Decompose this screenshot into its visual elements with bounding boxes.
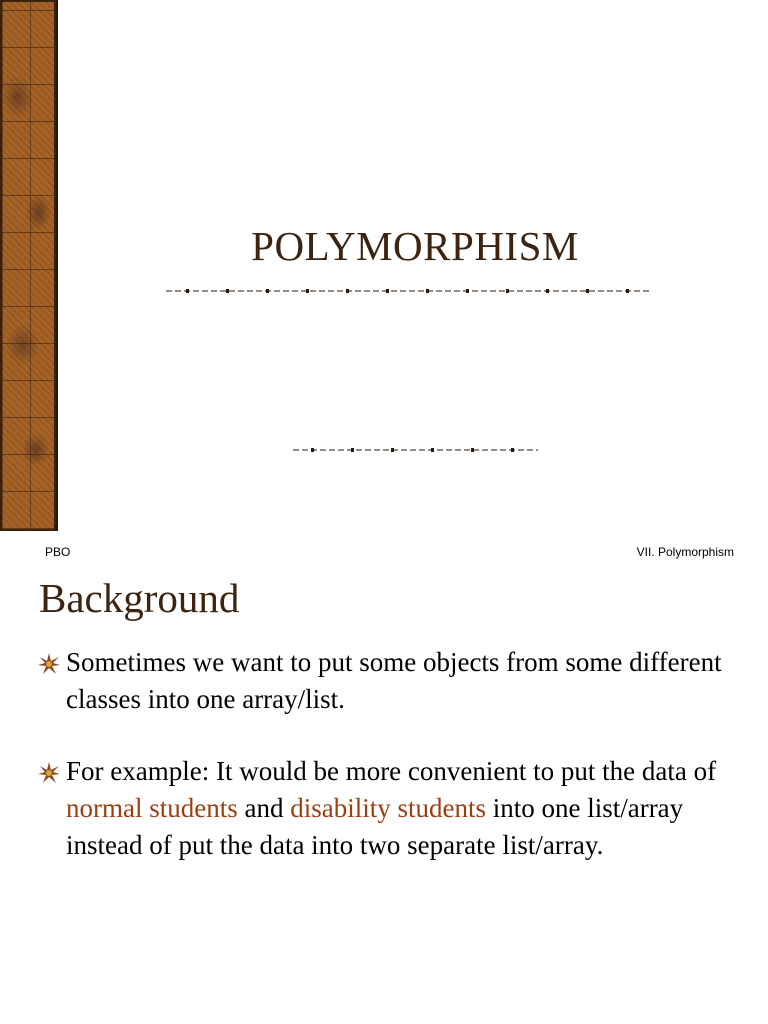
bullet-item	[38, 644, 748, 718]
bullet-text-part: For example: It would be more convenient to put the data of	[66, 756, 717, 786]
bullet-text-part: into one list/array instead of put the data into two separate list/array.	[66, 793, 684, 860]
footer-left-label: PBO	[45, 545, 71, 559]
star-burst-icon	[38, 762, 60, 784]
bullet-list	[38, 644, 748, 899]
dashed-divider-bottom	[293, 447, 538, 453]
bullet-text: Sometimes we want to put some objects from some different classes into one array/list.	[66, 647, 722, 714]
slide-title: POLYMORPHISM	[251, 223, 579, 269]
highlight-normal-students: normal students	[66, 793, 238, 823]
footer-right-label: VII. Polymorphism	[636, 545, 734, 559]
slide-heading: Background	[39, 575, 240, 621]
bullet-text-part: and	[237, 793, 291, 823]
dashed-divider-top	[166, 288, 651, 294]
bullet-item	[38, 753, 748, 864]
highlight-disability-students: disability students	[290, 793, 486, 823]
star-burst-icon	[38, 653, 60, 675]
